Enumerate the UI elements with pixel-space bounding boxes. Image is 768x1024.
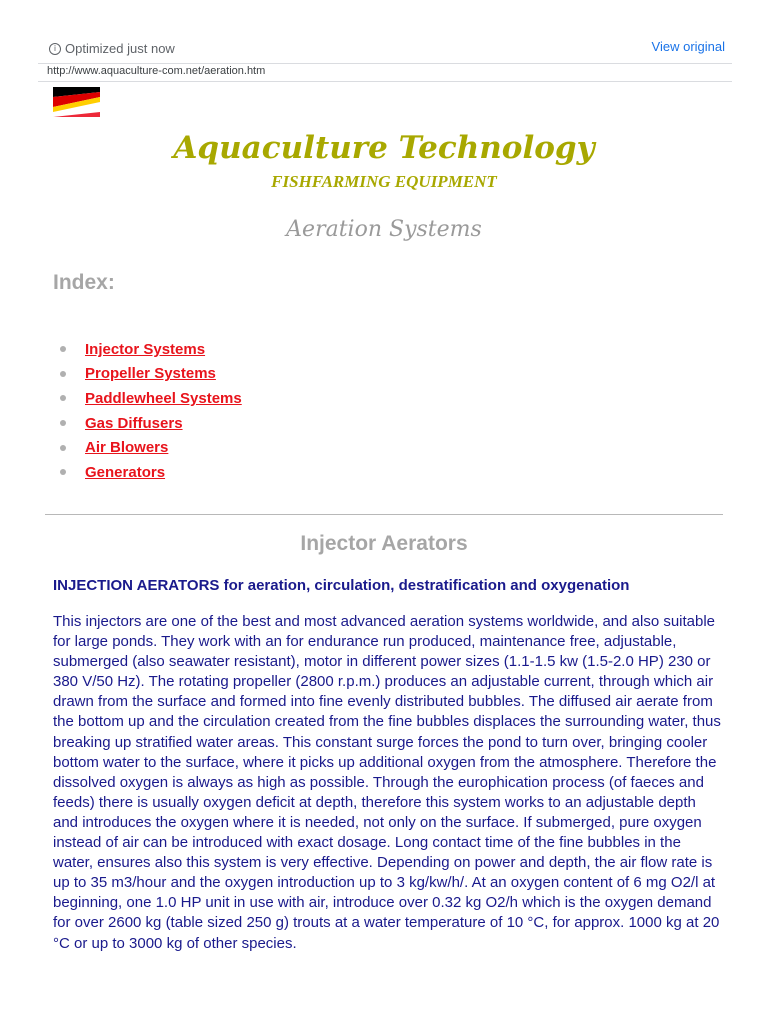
page-heading: Aeration Systems: [286, 217, 482, 242]
index-link-propeller-systems[interactable]: Propeller Systems: [85, 365, 216, 383]
status-text: Optimized just now: [65, 41, 175, 56]
index-link-gas-diffusers[interactable]: Gas Diffusers: [85, 414, 183, 432]
optimization-status: [49, 41, 175, 56]
index-link-generators[interactable]: Generators: [85, 463, 166, 481]
section-divider: [45, 514, 723, 515]
bullet-icon: [60, 445, 66, 451]
index-heading: Index:: [53, 271, 115, 294]
page-url: http://www.aquaculture-com.net/aeration.htm: [47, 65, 266, 77]
view-original-link[interactable]: View original: [651, 39, 725, 54]
list-item: [53, 337, 242, 362]
list-item: [53, 460, 242, 485]
list-item: [53, 362, 242, 387]
site-subtitle: FISHFARMING EQUIPMENT: [271, 172, 497, 191]
list-item: [53, 435, 242, 460]
list-item: [53, 386, 242, 411]
body-paragraph: This injectors are one of the best and most advanced aeration systems worldwide, and also suitable for large ponds. They work with an for endurance run produced, maintenance free, adjustable, submerged (also seawater resistant), motor in different power sizes (1.1-1.5 kw (1.5-2.0 HP) 230 or 380 V/50 Hz). The rotating propeller (2800 r.p.m.) produces an adjustable current, through which air drawn from the surface and formed into fine evenly distributed bubbles. The diffused air aerate from the bottom up and the circulation created from the fine bubbles displaces the surrounding water, thus breaking up stratified water areas. This constant surge forces the pond to turn over, bringing cooler bottom water to the surface, where it picks up additional oxygen from the atmosphere. Therefore the dissolved oxygen is always as high as possible. Through the europhication process (of faeces and feeds) there is usually oxygen deficit at depth, therefore this system works to an adjustable depth and introduces the oxygen where it is needed, not only on the surface. If submerged, pure oxygen instead of air can be introduced with exact dosage. Long contact time of the fine bubbles in the water, ensures also this system is very effective. Depending on power and depth, the air flow rate is up to 35 m3/hour and the oxygen introduction up to 3 kg/kw/h/. At an oxygen content of 6 mg O2/l at beginning, one 1.0 HP unit in use with air, introduce over 0.32 kg O2/h which is the oxygen demand for over 2600 kg (table sized 250 g) trouts at a water temperature of 10 °C, for approx. 1000 kg at 20 °C or up to 3000 kg of other species.: [53, 613, 721, 952]
section-heading: Injector Aerators: [300, 532, 468, 555]
index-link-paddlewheel-systems[interactable]: Paddlewheel Systems: [85, 389, 242, 407]
index-link-injector-systems[interactable]: Injector Systems: [85, 340, 206, 358]
reader-top-bar: [0, 0, 768, 64]
list-item: [53, 411, 242, 436]
url-divider: [38, 81, 732, 82]
bullet-icon: [60, 469, 66, 475]
bullet-icon: [60, 346, 66, 352]
index-list: [53, 337, 242, 485]
bullet-icon: [60, 420, 66, 426]
section-lead: INJECTION AERATORS for aeration, circulation, destratification and oxygenation: [53, 577, 630, 594]
bullet-icon: [60, 395, 66, 401]
top-divider: [38, 63, 732, 64]
site-title: Aquaculture Technology: [173, 130, 595, 166]
bullet-icon: [60, 371, 66, 377]
index-link-air-blowers[interactable]: Air Blowers: [85, 439, 169, 457]
german-austrian-flag-icon[interactable]: [53, 87, 100, 117]
info-icon: i: [49, 43, 61, 55]
